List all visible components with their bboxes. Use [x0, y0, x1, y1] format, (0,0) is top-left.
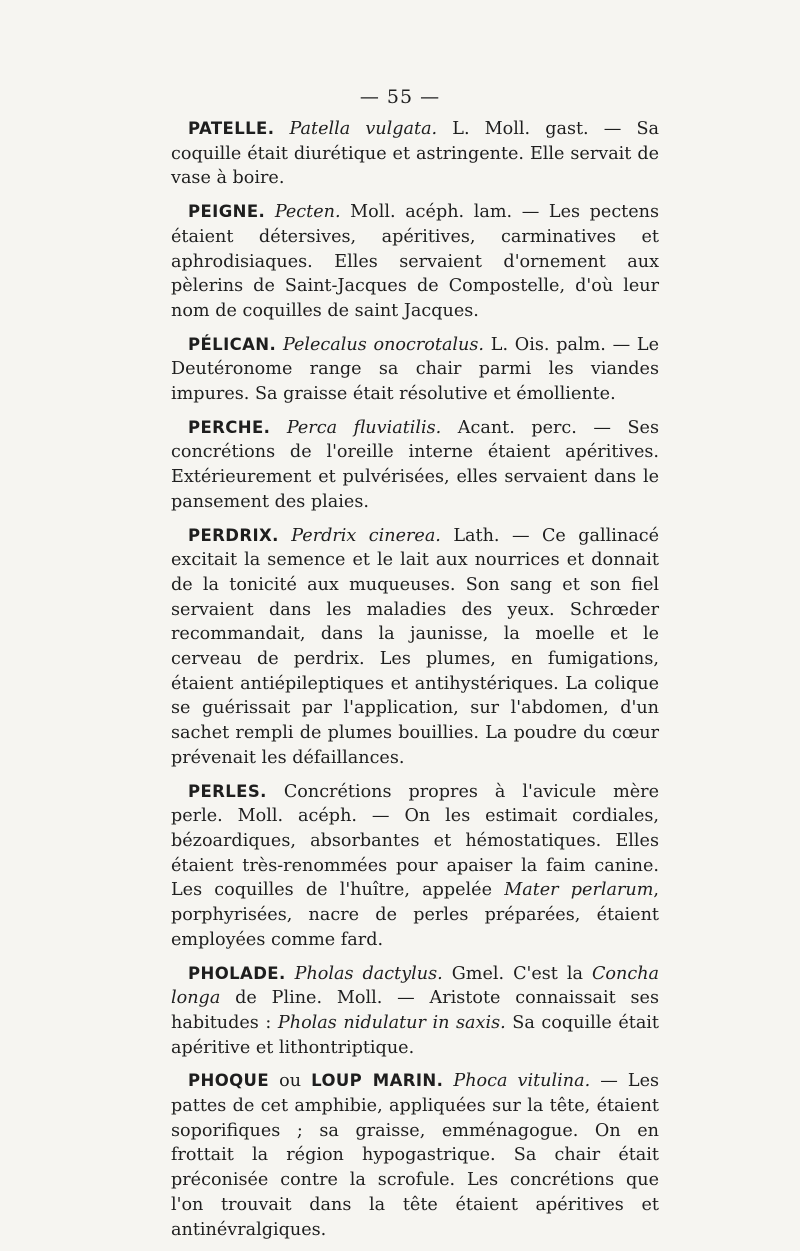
entry-headword: PEIGNE.	[188, 202, 266, 222]
entry-headword: PERCHE.	[188, 417, 271, 437]
entry-connector: ou	[279, 1071, 302, 1092]
entry-phoque	[171, 1069, 659, 1242]
entry-peigne	[171, 200, 659, 324]
entry-text: L. Moll. gast. — Sa coquille était diurétique et astringente. Elle servait de vase à boire.	[171, 119, 659, 189]
entry-latin-name: Pelecalus onocrotalus.	[282, 334, 485, 355]
entry-text: Lath. — Ce gallinacé excitait la semence et le lait aux nourrices et donnait de la tonicité aux muqueuses. Son sang et son fiel servaient dans les maladies des yeux. Schrœder recommandait, dans la jaunisse, la moelle et le cerveau de perdrix. Les plumes, en fumigations, étaient antiépileptiques et antihystériques. La colique se guérissait par l'application, sur l'abdomen, d'un sachet rempli de plumes bouillies. La poudre du cœur prévenait les défaillances.	[171, 525, 659, 768]
page-number: — 55 —	[359, 86, 441, 108]
entry-patelle	[171, 117, 659, 191]
entry-text: Moll. acéph. lam. — Les pectens étaient détersives, apéritives, carminatives et aphrodisiaques. Elles servaient d'ornement aux pèlerins de Saint-Jacques de Compostelle, d'où leur nom de coquilles de saint Jacques.	[171, 202, 660, 321]
entry-perles	[171, 780, 659, 953]
entry-text: L. Ois. palm. — Le Deutéronome range sa chair parmi les viandes impures. Sa graisse était résolutive et émolliente.	[171, 334, 660, 405]
entry-latin-name: Patella vulgata.	[289, 119, 438, 139]
entry-headword: PHOLADE.	[188, 963, 286, 983]
entry-latin-name: Perca fluviatilis.	[286, 417, 442, 438]
entry-headword: PATELLE.	[188, 119, 275, 138]
entry-latin-name: Perdrix cinerea.	[291, 525, 441, 546]
entry-headword: PERDRIX.	[188, 525, 279, 545]
entry-latin-name: Phoca vitulina.	[453, 1071, 591, 1092]
entry-latin-inline: Concha longa	[171, 963, 660, 1009]
entry-latin-name: Pholas dactylus.	[294, 963, 443, 984]
entry-latin-quote: Pholas nidulatur in saxis.	[277, 1012, 506, 1033]
entry-perche	[171, 416, 659, 515]
entry-text-end: Sa coquille était apéritive et lithontriptique.	[171, 1012, 660, 1058]
entry-headword: PÉLICAN.	[188, 334, 277, 354]
entry-text-cont: de Pline. Moll. — Aristote connaissait ses habitudes :	[171, 988, 659, 1033]
entry-headword: PERLES.	[188, 781, 267, 801]
entry-text: Acant. perc. — Ses concrétions de l'oreille interne étaient apéritives. Extérieurement et pulvérisées, elles servaient dans le pansement des plaies.	[171, 417, 659, 512]
entry-latin-name: Pecten.	[274, 202, 341, 223]
entry-text: Concrétions propres à l'avicule mère perle. Moll. acéph. — On les estimait cordiales, bézoardiques, absorbantes et hémostatiques. Elles étaient très-renommées pour apaiser la faim canine. Les coquilles de l'huître, appelée	[171, 781, 660, 901]
text-column	[171, 117, 659, 1251]
entry-latin-inline: Mater perlarum	[504, 880, 654, 901]
entry-text: — Les pattes de cet amphibie, appliquées sur la tête, étaient soporifiques ; sa graisse, emménagogue. On en frottait la région hypogastrique. Sa chair était préconisée contre la scrofule. Les concrétions que l'on trouvait dans la tête étaient apéritives et antinévralgiques.	[171, 1071, 660, 1240]
entry-text-cont: , porphyrisées, nacre de perles préparées, étaient employées comme fard.	[171, 880, 659, 950]
entry-headword-alt: LOUP MARIN.	[311, 1071, 444, 1091]
entry-perdrix	[171, 524, 659, 771]
entry-text: Gmel. C'est la	[451, 963, 583, 984]
entry-pelican	[171, 333, 659, 407]
entry-headword: PHOQUE	[188, 1071, 270, 1091]
entry-pholade	[171, 962, 659, 1061]
